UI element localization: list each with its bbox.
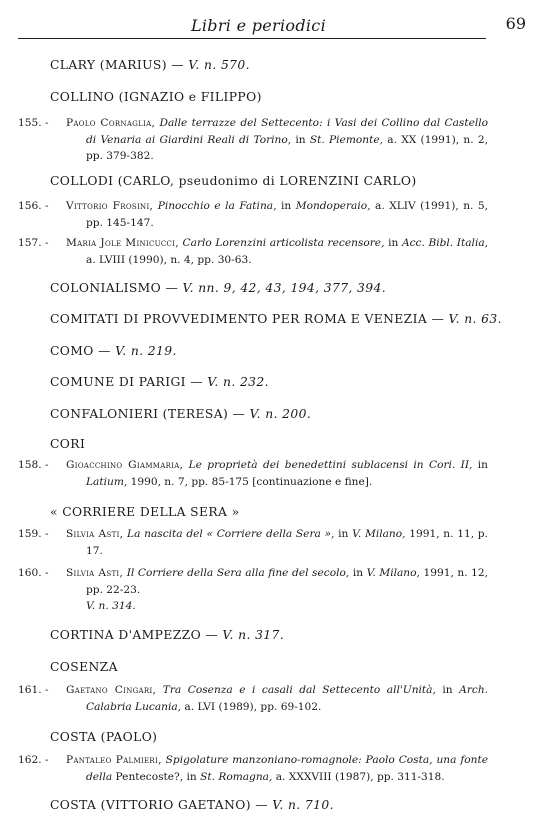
entry-title: Le proprietà dei benedettini sublacensi in Cori. II, [188,459,473,471]
entry-journal: Mondoperaio, [295,200,371,212]
entry-number: 161. - [18,684,49,696]
entry-number: 155. - [18,117,49,129]
heading-label: COLONIALISMO — [50,281,179,295]
entry-citation: a. LVI (1989), pp. 69-102. [184,700,322,713]
entry-in: in [338,528,349,540]
entry-journal: Arch. Calabria Lucania, [86,684,489,713]
entry-in: in [477,459,488,471]
entry-author: Silvia Asti, [66,567,124,579]
cross-reference: V. n. 63. [448,312,502,326]
heading-label: COLLODI (CARLO, pseudonimo di LORENZINI CARLO) [50,174,417,188]
entry-155 [18,115,488,165]
heading-como [50,344,177,358]
entry-journal: St. Romagna, [200,770,273,783]
entry-159 [18,526,488,559]
entry-citation: 1991, n. 12, pp. 22-23. [86,567,489,596]
heading-costa-vittorio-gaetano [50,798,334,812]
entry-number: 159. - [18,528,49,540]
entry-citation: 1990, n. 7, pp. 85-175 [continuazione e fine]. [130,475,373,488]
entry-title: Pinocchio e la Fatina, [157,200,277,212]
entry-journal: Acc. Bibl. Italia, [401,237,489,249]
heading-label: « CORRIERE DELLA SERA » [50,505,240,519]
heading-label: COSTA (VITTORIO GAETANO) — [50,798,268,812]
heading-label: COMITATI DI PROVVEDIMENTO PER ROMA E VENEZIA — [50,312,445,326]
entry-citation: a. XLIV (1991), n. 5, pp. 145-147. [86,200,489,229]
entry-160 [18,565,488,615]
entry-number: 162. - [18,754,49,766]
heading-corriere-della-sera [50,505,240,519]
entry-journal: St. Piemonte, [309,133,383,146]
entry-body [66,115,488,165]
page-number: 69 [505,14,526,33]
entry-body [66,526,488,559]
entry-title: Il Corriere della Sera alla fine del secolo, [126,567,350,579]
running-title: Libri e periodici [190,16,326,35]
entry-title: Tra Cosenza e i casali dal Settecento all'Unità, [162,684,436,696]
cross-reference: V. n. 317. [222,628,285,642]
entry-title: Dalle terrazze del Settecento: i Vasi dei Collino dal Castello di Venaria ai Giardini Reali di Torino, [86,117,489,146]
heading-label: COMO — [50,344,111,358]
entry-title: Spigolature manzoniano-romagnole: Paolo Costa, una fonte della [86,754,488,783]
heading-costa-paolo [50,730,157,744]
heading-colonialismo [50,281,386,295]
entry-in: in [388,237,399,249]
heading-confalonieri [50,407,311,421]
entry-158 [18,457,488,490]
heading-label: CLARY (MARIUS) — [50,58,184,72]
entry-number: 157. - [18,237,49,249]
cross-reference: V. n. 219. [115,344,177,358]
entry-citation: a. LVIII (1990), n. 4, pp. 30-63. [86,253,252,266]
entry-author: Paolo Cornaglia, [66,117,156,129]
entry-author: Gioacchino Giammaria, [66,459,184,471]
entry-161 [18,682,488,715]
cross-reference: V. n. 570. [188,58,250,72]
heading-label: COSENZA [50,660,118,674]
heading-cosenza [50,660,118,674]
entry-156 [18,198,488,231]
heading-label: CORI [50,437,86,451]
heading-label: COMUNE DI PARIGI — [50,375,203,389]
entry-citation: 1991, n. 11, p. 17. [86,528,488,557]
entry-author: Silvia Asti, [66,528,124,540]
entry-body [66,682,488,715]
cross-reference: V. n. 200. [249,407,312,421]
entry-in: in [295,133,306,146]
heading-cori [50,437,85,451]
entry-in: in [186,770,197,783]
heading-label: CORTINA D'AMPEZZO — [50,628,219,642]
heading-collodi [50,174,417,188]
entry-title: La nascita del « Corriere della Sera », [127,528,335,540]
entry-journal: V. Milano, [366,567,420,579]
entry-body [66,235,488,268]
heading-comune-di-parigi [50,375,269,389]
entry-body [66,752,488,785]
entry-162 [18,752,488,785]
entry-citation: a. XXXVIII (1987), pp. 311-318. [275,770,445,783]
entry-author: Gaetano Cingari, [66,684,157,696]
entry-author: Pantaleo Palmieri, [66,754,162,766]
heading-label: COLLINO (IGNAZIO e FILIPPO) [50,90,262,104]
heading-cortina-d-ampezzo [50,628,284,642]
running-header [18,14,526,39]
entry-body [66,198,488,231]
cross-reference: V. n. 710. [272,798,334,812]
entry-number: 160. - [18,567,49,579]
entry-title-plain: Pentecoste?, [115,770,184,783]
entry-in: in [442,684,453,696]
entry-citation: a. XX (1991), n. 2, pp. 379-382. [86,133,488,162]
cross-reference: V. n. 314. [86,600,136,612]
entry-body [66,565,488,598]
heading-comitati [50,312,502,326]
entry-157 [18,235,488,268]
entry-in: in [352,567,364,579]
cross-reference: V. nn. 9, 42, 43, 194, 377, 394. [182,281,387,295]
entry-author: Maria Jole Minicucci, [66,237,179,249]
entry-in: in [280,200,292,212]
entry-author: Vittorio Frosini, [66,200,154,212]
entry-number: 158. - [18,459,49,471]
heading-collino [50,90,262,104]
entry-journal: Latium, [86,475,128,488]
cross-reference: V. n. 232. [207,375,269,389]
heading-label: CONFALONIERI (TERESA) — [50,407,246,421]
heading-clary [50,58,250,72]
entry-number: 156. - [18,200,49,212]
entry-title: Carlo Lorenzini articolista recensore, [182,237,385,249]
heading-label: COSTA (PAOLO) [50,730,158,744]
entry-body [66,457,488,490]
entry-journal: V. Milano, [352,528,406,540]
